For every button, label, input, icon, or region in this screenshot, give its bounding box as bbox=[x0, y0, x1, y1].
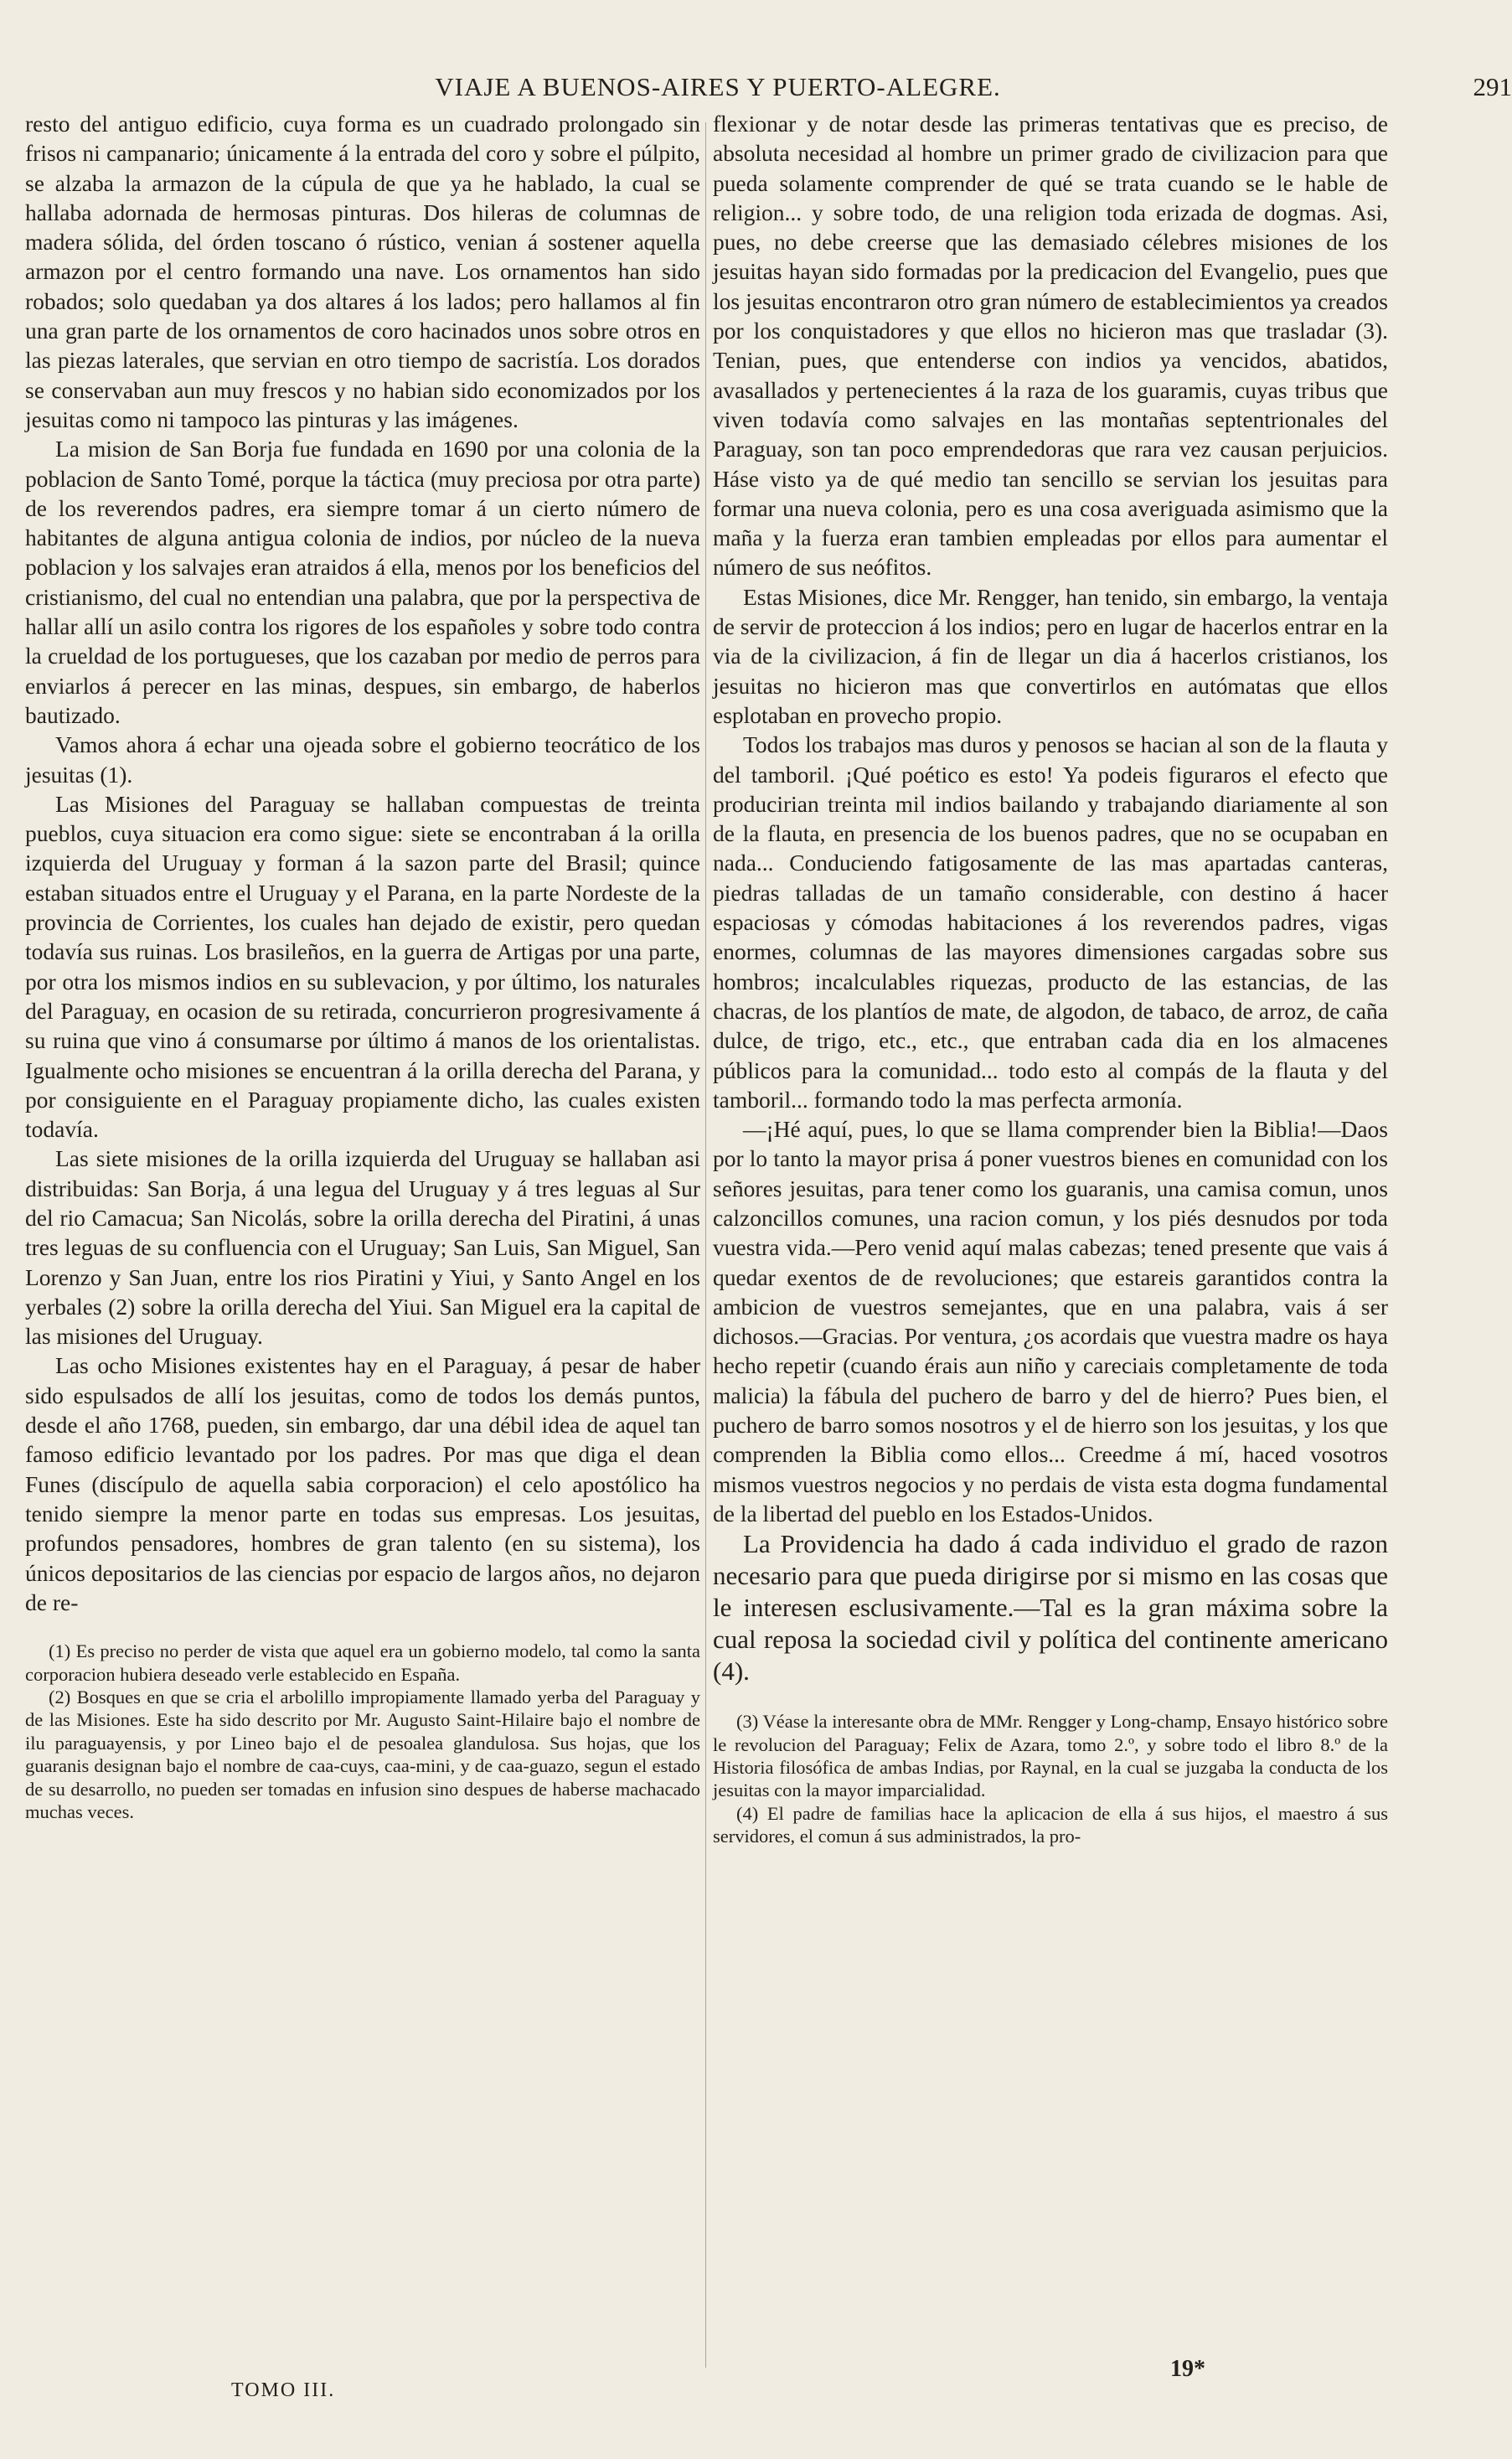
footnote: (1) Es preciso no perder de vista que aquel era un gobierno modelo, tal como la santa corporacion hubiera deseado verle establecido en España. bbox=[25, 1640, 700, 1685]
page-number: 291 bbox=[1473, 72, 1512, 101]
body-paragraph: Vamos ahora á echar una ojeada sobre el gobierno teocrático de los jesuitas (1). bbox=[25, 731, 700, 788]
footnote: (3) Véase la interesante obra de MMr. Rengger y Long-champ, Ensayo histórico sobre le revolucion del Paraguay; Felix de Azara, tomo 2.º, y sobre todo el libro 8.º de la Historia filosófica de ambas Indias, por Raynal, en la cual se juzgaba la conducta de los jesuitas con la mayor imparcialidad. bbox=[713, 1711, 1388, 1801]
sheet-mark: 19* bbox=[1170, 2356, 1205, 2382]
body-paragraph: Todos los trabajos mas duros y penosos se hacian al son de la flauta y del tamboril. ¡Qué poético es esto! Ya podeis figuraros el efecto que producirian treinta mil indios bailando y trabajando diariamente al son de la flauta, en presencia de los buenos padres, que no se ocupaban en nada... Conduciendo fatigosamente de las mas apartadas canteras, piedras talladas de un tamaño considerable, con destino á hacer espaciosas y cómodas habitaciones á los reverendos padres, vigas enormes, columnas de las mayores dimensiones cargadas sobre sus hombros; incalculables riquezas, producto de las estancias, de las chacras, de los plantíos de mate, de algodon, de tabaco, de arroz, de caña dulce, de trigo, etc., etc., que entraban cada dia en los almacenes públicos para la comunidad... todo esto al compás de la flauta y del tamboril... formando todo la mas perfecta armonía. bbox=[713, 731, 1388, 1113]
body-paragraph: resto del antiguo edificio, cuya forma es un cuadrado prolongado sin frisos ni campanario; únicamente á la entrada del coro y sobre el púlpito, se alzaba la armazon de la cúpula de que ya he hablado, la cual se hallaba adornada de hermosas pinturas. Dos hileras de columnas de madera sólida, del órden toscano ó rústico, venian á sostener aquella armazon por el centro formando una nave. Los ornamentos han sido robados; solo quedaban ya dos altares á los lados; pero hallamos al fin una gran parte de los ornamentos de coro hacinados unos sobre otros en las piezas laterales, que servian en otro tiempo de sacristía. Los dorados se conservaban aun muy frescos y no habian sido economizados por los jesuitas como ni tampoco las pinturas y las imágenes. bbox=[25, 111, 700, 432]
running-title: VIAJE A BUENOS-AIRES Y PUERTO-ALEGRE. bbox=[435, 72, 1001, 101]
body-paragraph: Las Misiones del Paraguay se hallaban compuestas de treinta pueblos, cuya situacion era como sigue: siete se encontraban á la orilla izquierda del Uruguay y forman á la sazon parte del Brasil; quince estaban situados entre el Uruguay y el Parana, en la parte Nordeste de la provincia de Corrientes, los cuales han dejado de existir, pero quedan todavía sus ruinas. Los brasileños, en la guerra de Artigas por una parte, por otra los mismos indios en su sublevacion, y por último, los naturales del Paraguay, en ocasion de su retirada, concurrieron progresivamente á su ruina que vino á consumarse por último á manos de los orientalistas. Igualmente ocho misiones se encuentran á la orilla derecha del Parana, y por consiguiente en el Paraguay propiamente dicho, las cuales existen todavía. bbox=[25, 790, 700, 1143]
body-paragraph: —¡Hé aquí, pues, lo que se llama comprender bien la Biblia!—Daos por lo tanto la mayor prisa á poner vuestros bienes en comunidad con los señores jesuitas, para tener como los guaranis, una camisa comun, unos calzoncillos comunes, una racion comun, y los piés desnudos por toda vuestra vida.—Pero venid aquí malas cabezas; tened presente que vais á quedar exentos de de revoluciones; que estareis garantidos contra la ambicion de vuestros semejantes, que en una palabra, vais á ser dichosos.—Gracias. Por ventura, ¿os acordais que vuestra madre os haya hecho repetir (cuando érais aun niño y careciais completamente de toda malicia) la fábula del puchero de barro y del de hierro? Pues bien, el puchero de barro somos nosotros y el de hierro son los jesuitas, y los que comprenden la Biblia como ellos... Creedme á mí, haced vosotros mismos vuestros negocios y no perdais de vista esta dogma fundamental de la libertad del pueblo en los Estados-Unidos. bbox=[713, 1116, 1388, 1527]
footnote-separator bbox=[25, 1629, 700, 1630]
footnote-separator bbox=[713, 1699, 1388, 1700]
body-paragraph: flexionar y de notar desde las primeras tentativas que es preciso, de absoluta necesidad al hombre un primer grado de civilizacion para que pueda solamente comprender de qué se trata cuando se le hable de religion... y sobre todo, de una religion toda erizada de dogmas. Asi, pues, no debe creerse que las demasiado célebres misiones de los jesuitas hayan sido formadas por la predicacion del Evangelio, pues que los jesuitas encontraron otro gran número de establecimientos ya creados por los conquistadores y que ellos no hicieron mas que trasladar (3). Tenian, pues, que entenderse con indios ya vencidos, abatidos, avasallados y pertenecientes á la raza de los guaramis, cuyas tribus que viven todavía como salvajes en las montañas septentrionales del Paraguay, son tan poco emprendedoras que rara vez causan perjuicios. Háse visto ya de qué medio tan sencillo se servian los jesuitas para formar una nueva colonia, pero es una cosa averiguada asimismo que la maña y la fuerza eran tambien empleadas por ellos para aumentar el número de sus neófitos. bbox=[713, 111, 1388, 581]
column-divider bbox=[705, 122, 706, 2368]
left-column bbox=[25, 109, 700, 1823]
body-paragraph: La Providencia ha dado á cada individuo el grado de razon necesario para que pueda dirigirse por si mismo en las cosas que le interesen esclusivamente.—Tal es la gran máxima sobre la cual reposa la sociedad civil y política del continente americano (4). bbox=[713, 1529, 1388, 1687]
footnote: (4) El padre de familias hace la aplicacion de ella á sus hijos, el maestro á sus servidores, el comun á sus administrados, la pro- bbox=[713, 1802, 1388, 1847]
body-paragraph: Las siete misiones de la orilla izquierda del Uruguay se hallaban asi distribuidas: San Borja, á una legua del Uruguay y á tres leguas al Sur del rio Camacua; San Nicolás, sobre la orilla derecha del Piratini, á unas tres leguas de su confluencia con el Uruguay; San Luis, San Miguel, San Lorenzo y San Juan, entre los rios Piratini y Yiui, y Santo Angel en los yerbales (2) sobre la orilla derecha del Yiui. San Miguel era la capital de las misiones del Uruguay. bbox=[25, 1145, 700, 1350]
footnote: (2) Bosques en que se cria el arbolillo impropiamente llamado yerba del Paraguay y de las Misiones. Este ha sido descrito por Mr. Augusto Saint-Hilaire bajo el nombre de ilu paraguayensis, y por Lineo bajo el de pesoalea glandulosa. Sus hojas, que los guaranis designan bajo el nombre de caa-cuys, caa-mini, y de caa-guazo, segun el estado de su desarrollo, no pueden ser tomadas en infusion sino despues de haberse machacado muchas veces. bbox=[25, 1686, 700, 1822]
body-paragraph: La mision de San Borja fue fundada en 1690 por una colonia de la poblacion de Santo Tomé, porque la táctica (muy preciosa por otra parte) de los reverendos padres, era siempre tomar á un cierto número de habitantes de alguna antigua colonia de indios, por núcleo de la nueva poblacion y los salvajes eran atraidos á ella, menos por los beneficios del cristianismo, del cual no entendian una palabra, que por la perspectiva de hallar allí un asilo contra los rigores de los españoles y sobre todo contra la crueldad de los portugueses, que los cazaban por medio de perros para enviarlos á perecer en las minas, despues, sin embargo, de haberlos bautizado. bbox=[25, 436, 700, 728]
right-column bbox=[713, 109, 1388, 1848]
volume-signature: TOMO III. bbox=[231, 2379, 336, 2401]
body-paragraph: Las ocho Misiones existentes hay en el Paraguay, á pesar de haber sido espulsados de allí los jesuitas, como de todos los demás puntos, desde el año 1768, pueden, sin embargo, dar una débil idea de aquel tan famoso edificio levantado por los padres. Por mas que diga el dean Funes (discípulo de aquella sabia corporacion) el celo apostólico ha tenido siempre la menor parte en todas sus empresas. Los jesuitas, profundos pensadores, hombres de gran talento (en su sistema), los únicos depositarios de las ciencias por espacio de largos años, no dejaron de re- bbox=[25, 1352, 700, 1615]
body-paragraph: Estas Misiones, dice Mr. Rengger, han tenido, sin embargo, la ventaja de servir de proteccion á los indios; pero en lugar de hacerlos entrar en la via de la civilizacion, á fin de llegar un dia á hacerlos cristianos, los jesuitas no hicieron mas que convertirlos en autómatas que ellos esplotaban en provecho propio. bbox=[713, 583, 1388, 728]
